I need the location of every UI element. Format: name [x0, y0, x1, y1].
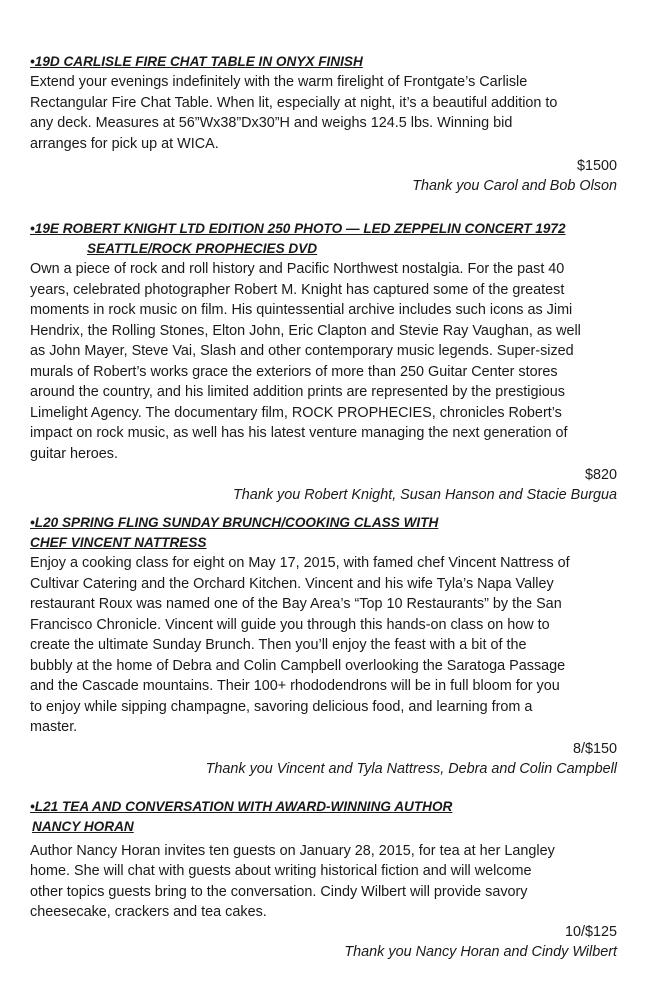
description-line: Own a piece of rock and roll history and Pacific Northwest nostalgia. For the past 40: [30, 261, 565, 277]
item-value: 10/$125: [564, 923, 617, 940]
description-line: Enjoy a cooking class for eight on May 17, 2015, with famed chef Vincent Nattress of: [30, 555, 570, 571]
item-description: [30, 553, 617, 738]
description-line: as John Mayer, Steve Vai, Slash and other contemporary music legends. Super-sized: [30, 343, 574, 359]
auction-item-l20: [30, 513, 617, 779]
description-line: cheesecake, crackers and tea cakes.: [30, 904, 267, 920]
item-title-line: NANCY HORAN: [32, 818, 134, 834]
item-thanks: Thank you Carol and Bob Olson: [412, 178, 617, 194]
auction-item-19e: [30, 219, 617, 505]
description-line: bubbly at the home of Debra and Colin Campbell overlooking the Saratoga Passage: [30, 657, 566, 674]
description-line: years, celebrated photographer Robert M. Knight has captured some of the greatest: [30, 281, 565, 298]
item-title: [30, 219, 617, 259]
description-line: Cultivar Catering and the Orchard Kitchen. Vincent and his wife Tyla’s Napa Valley: [30, 575, 554, 592]
description-line: murals of Robert’s works grace the exteriors of more than 250 Guitar Center stores: [30, 363, 558, 380]
description-line: guitar heroes.: [30, 445, 118, 462]
description-line: Limelight Agency. The documentary film, ROCK PROPHECIES, chronicles Robert’s: [30, 404, 562, 421]
item-value: $820: [584, 467, 617, 483]
item-description: [30, 841, 617, 923]
item-title-line: SEATTLE/ROCK PROPHECIES DVD: [87, 241, 318, 256]
item-value: 8/$150: [572, 740, 617, 757]
item-title-line: •19D CARLISLE FIRE CHAT TABLE IN ONYX FINISH: [30, 54, 363, 69]
item-thanks: Thank you Nancy Horan and Cindy Wilbert: [344, 943, 617, 960]
description-line: restaurant Roux was named one of the Bay Area’s “Top 10 Restaurants” by the San: [30, 596, 562, 612]
item-value: $1500: [576, 158, 617, 174]
description-line: impact on rock music, as well has his latest venture managing the next generation of: [30, 425, 568, 441]
auction-item-l21: [30, 797, 617, 962]
auction-item-19d: [30, 52, 617, 196]
description-line: Rectangular Fire Chat Table. When lit, especially at night, it’s a beautiful addition to: [30, 94, 558, 111]
description-line: home. She will chat with guests about writing historical fiction and will welcome: [30, 863, 532, 879]
description-line: around the country, and his limited addition prints are represented by the prestigious: [30, 384, 565, 400]
description-line: and the Cascade mountains. Their 100+ rhododendrons will be in full bloom for you: [30, 678, 560, 694]
description-line: arranges for pick up at WICA.: [30, 135, 219, 152]
description-line: create the ultimate Sunday Brunch. Then you’ll enjoy the feast with a bit of the: [30, 637, 527, 653]
description-line: to enjoy while sipping champagne, savoring delicious food, and learning from a: [30, 698, 533, 715]
item-thanks: Thank you Robert Knight, Susan Hanson and Stacie Burgua: [233, 487, 617, 503]
description-line: Hendrix, the Rolling Stones, Elton John, Eric Clapton and Stevie Ray Vaughan, as well: [30, 322, 581, 339]
item-title-line: •19E ROBERT KNIGHT LTD EDITION 250 PHOTO — LED ZEPPELIN CONCERT 1972: [30, 221, 566, 236]
description-line: Author Nancy Horan invites ten guests on January 28, 2015, for tea at her Langley: [30, 842, 555, 859]
description-line: moments in rock music on film. His quintessential archive includes such icons as Jimi: [30, 302, 573, 318]
item-title-line: •L21 TEA AND CONVERSATION WITH AWARD-WINNING AUTHOR: [30, 798, 453, 814]
item-title-line: •L20 SPRING FLING SUNDAY BRUNCH/COOKING CLASS WITH: [30, 515, 439, 530]
item-description: [30, 259, 617, 464]
document-page: [30, 50, 617, 962]
description-line: other topics guests bring to the conversation. Cindy Wilbert will provide savory: [30, 883, 528, 900]
item-title: [30, 797, 617, 837]
description-line: Extend your evenings indefinitely with the warm firelight of Frontgate’s Carlisle: [30, 74, 528, 90]
item-thanks: Thank you Vincent and Tyla Nattress, Debra and Colin Campbell: [205, 760, 617, 777]
item-title: [30, 513, 617, 553]
item-title: [30, 52, 617, 72]
description-line: Francisco Chronicle. Vincent will guide you through this hands-on class on how to: [30, 616, 550, 633]
item-title-line: CHEF VINCENT NATTRESS: [30, 535, 207, 550]
description-line: any deck. Measures at 56”Wx38”Dx30”H and weighs 124.5 lbs. Winning bid: [30, 115, 513, 131]
description-line: master.: [30, 719, 78, 735]
item-description: [30, 72, 617, 154]
